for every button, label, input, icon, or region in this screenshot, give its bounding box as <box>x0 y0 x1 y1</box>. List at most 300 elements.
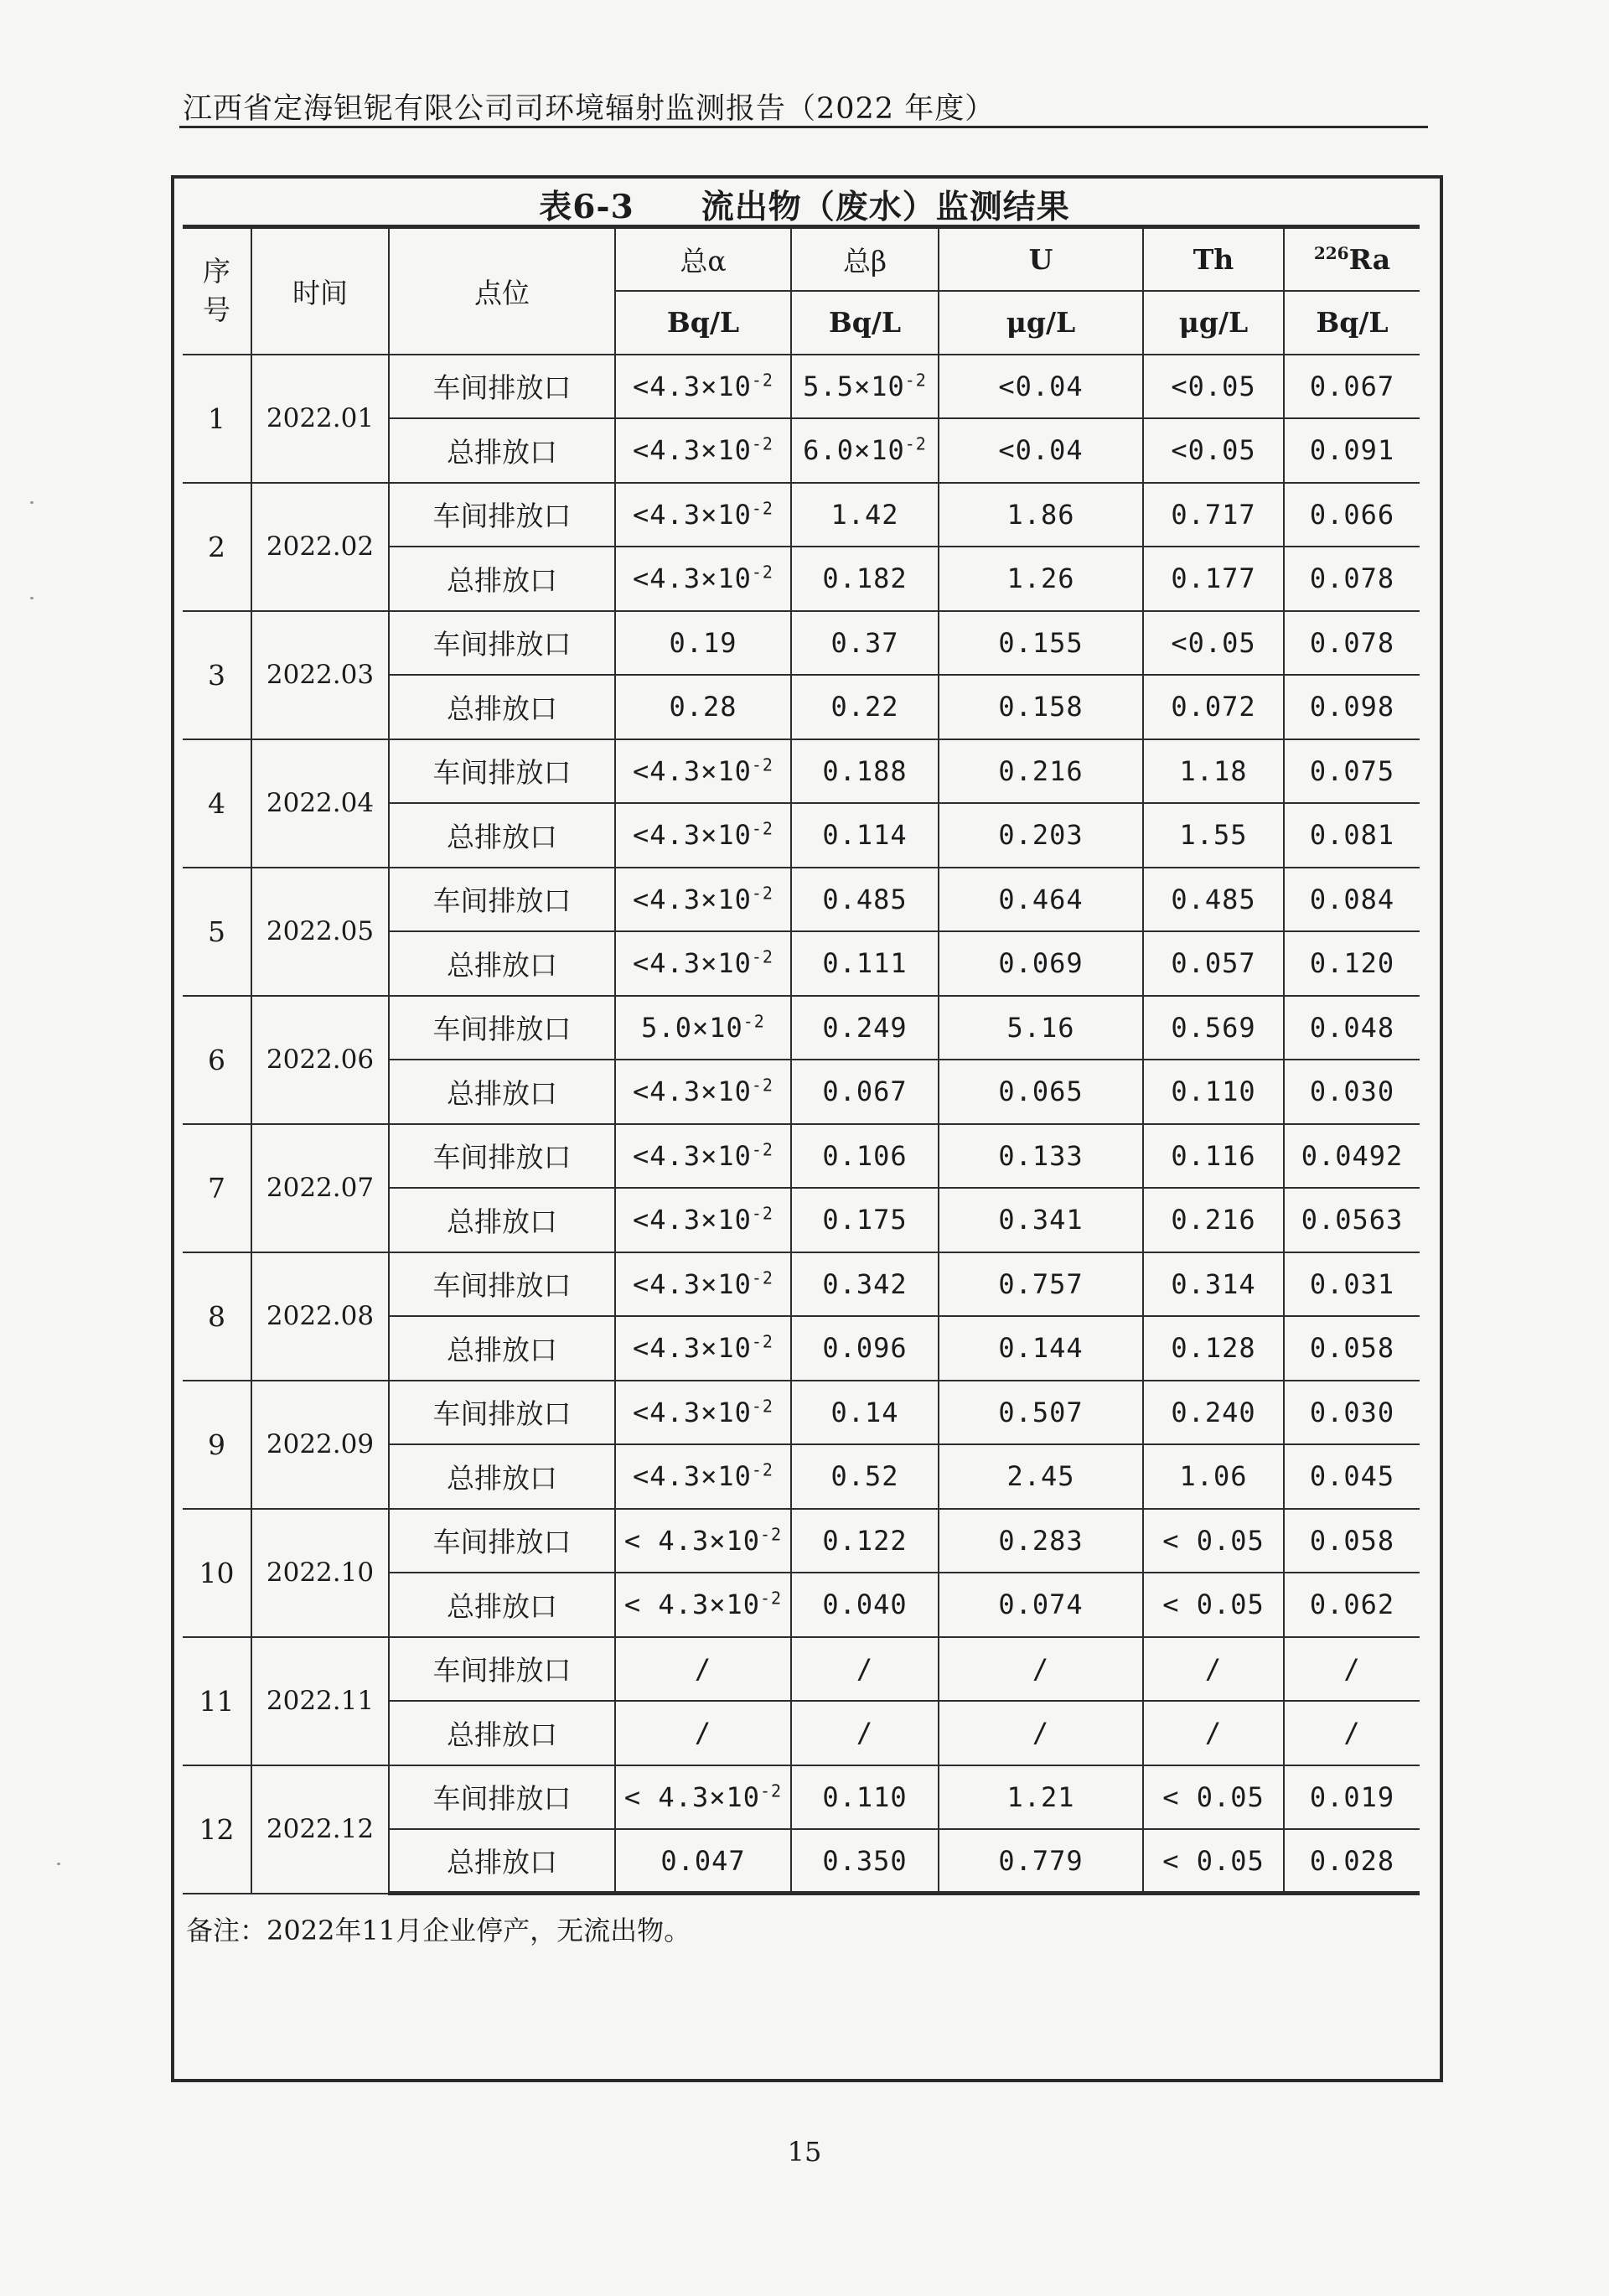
cell-beta <box>791 418 939 483</box>
cell-alpha <box>615 547 791 611</box>
cell-location: 车间排放口 <box>389 1381 615 1445</box>
cell-u <box>939 1316 1143 1381</box>
cell-alpha-exponent: -2 <box>751 370 773 391</box>
cell-u <box>939 1188 1143 1252</box>
cell-u <box>939 1637 1143 1702</box>
cell-location: 总排放口 <box>389 418 615 483</box>
table-row <box>183 483 1420 547</box>
ra-mass-number: 226 <box>1313 242 1349 263</box>
cell-ra-value: 0.067 <box>1309 370 1395 402</box>
seq-header-label: 序 号 <box>203 255 230 327</box>
cell-beta-value: 0.37 <box>830 626 899 659</box>
cell-th-value: 0.240 <box>1171 1396 1256 1428</box>
cell-location: 车间排放口 <box>389 1765 615 1830</box>
cell-alpha <box>615 739 791 804</box>
cell-beta <box>791 1765 939 1830</box>
cell-ra-value: 0.120 <box>1309 947 1395 980</box>
cell-ra <box>1284 611 1420 676</box>
ra-symbol: Ra <box>1348 242 1391 276</box>
cell-u <box>939 996 1143 1060</box>
cell-alpha-value: <4.3×10 <box>633 498 752 531</box>
cell-alpha <box>615 1444 791 1509</box>
cell-alpha-exponent: -2 <box>760 1780 783 1801</box>
cell-ra-value: / <box>1343 1652 1361 1685</box>
cell-location: 总排放口 <box>389 803 615 868</box>
cell-date: 2022.06 <box>251 996 389 1124</box>
cell-u-value: 0.464 <box>998 883 1084 915</box>
cell-ra-value: 0.0563 <box>1301 1204 1404 1236</box>
cell-ra <box>1284 675 1420 739</box>
cell-seq: 1 <box>183 355 251 483</box>
cell-alpha-exponent: -2 <box>751 1396 773 1417</box>
cell-ra-value: 0.078 <box>1309 562 1395 595</box>
column-header-beta: 总β <box>791 227 939 291</box>
cell-th <box>1143 611 1284 676</box>
cell-alpha-value: <4.3×10 <box>633 1204 752 1236</box>
cell-u <box>939 611 1143 676</box>
cell-u <box>939 483 1143 547</box>
cell-u-value: 0.144 <box>998 1332 1084 1365</box>
cell-seq: 8 <box>183 1252 251 1381</box>
cell-alpha-exponent: -2 <box>751 883 773 904</box>
cell-th <box>1143 1444 1284 1509</box>
cell-ra <box>1284 1444 1420 1509</box>
cell-alpha-exponent: -2 <box>751 1459 773 1480</box>
cell-alpha <box>615 1316 791 1381</box>
cell-u-value: 0.779 <box>998 1844 1084 1877</box>
cell-u <box>939 1765 1143 1830</box>
unit-ra: Bq/L <box>1284 291 1420 355</box>
cell-location: 车间排放口 <box>389 611 615 676</box>
cell-beta-value: 0.067 <box>822 1075 908 1108</box>
cell-th-value: < 0.05 <box>1162 1780 1265 1813</box>
cell-th-value: <0.05 <box>1171 626 1256 659</box>
cell-alpha-value: <4.3×10 <box>633 1396 752 1428</box>
cell-th <box>1143 1765 1284 1830</box>
cell-alpha <box>615 996 791 1060</box>
cell-alpha-exponent: -2 <box>751 1075 773 1096</box>
table-row <box>183 1381 1420 1445</box>
cell-beta <box>791 483 939 547</box>
cell-th-value: 0.314 <box>1171 1267 1256 1300</box>
cell-th-value: 0.057 <box>1171 947 1256 980</box>
cell-location: 总排放口 <box>389 1316 615 1381</box>
cell-alpha-value: / <box>694 1717 712 1749</box>
table-row <box>183 996 1420 1060</box>
cell-ra <box>1284 1252 1420 1317</box>
cell-location: 总排放口 <box>389 1829 615 1894</box>
cell-ra-value: 0.058 <box>1309 1332 1395 1365</box>
cell-th <box>1143 1060 1284 1124</box>
cell-u <box>939 1252 1143 1317</box>
table-row <box>183 355 1420 419</box>
cell-beta-value: 0.111 <box>822 947 908 980</box>
cell-alpha-value: <4.3×10 <box>633 1139 752 1172</box>
cell-ra-value: 0.084 <box>1309 883 1395 915</box>
cell-alpha <box>615 1829 791 1894</box>
cell-th <box>1143 1701 1284 1765</box>
unit-u: μg/L <box>939 291 1143 355</box>
cell-th-value: < 0.05 <box>1162 1524 1265 1557</box>
cell-beta <box>791 803 939 868</box>
cell-beta-value: 0.122 <box>822 1524 908 1557</box>
cell-u-value: 0.203 <box>998 819 1084 852</box>
cell-alpha-value: 0.28 <box>669 691 737 723</box>
cell-ra-value: 0.031 <box>1309 1267 1395 1300</box>
cell-location: 总排放口 <box>389 1701 615 1765</box>
cell-ra <box>1284 803 1420 868</box>
cell-location: 总排放口 <box>389 547 615 611</box>
cell-ra-value: 0.078 <box>1309 626 1395 659</box>
cell-u <box>939 931 1143 996</box>
cell-location: 总排放口 <box>389 675 615 739</box>
cell-u <box>939 1381 1143 1445</box>
cell-alpha-value: / <box>694 1652 712 1685</box>
cell-u <box>939 1444 1143 1509</box>
cell-location: 车间排放口 <box>389 1637 615 1702</box>
table-number: 表6-3 <box>539 188 634 226</box>
cell-seq: 3 <box>183 611 251 739</box>
cell-seq: 10 <box>183 1509 251 1637</box>
cell-ra <box>1284 931 1420 996</box>
cell-alpha-value: < 4.3×10 <box>623 1780 761 1813</box>
report-header-title: 江西省定海钽铌有限公司司环境辐射监测报告（2022 年度） <box>183 92 996 126</box>
cell-beta <box>791 868 939 932</box>
cell-alpha-exponent: -2 <box>751 498 773 519</box>
cell-th <box>1143 739 1284 804</box>
cell-beta <box>791 1573 939 1637</box>
cell-seq: 5 <box>183 868 251 996</box>
cell-th-value: / <box>1204 1652 1223 1685</box>
cell-th-value: / <box>1204 1717 1223 1749</box>
cell-location: 总排放口 <box>389 1188 615 1252</box>
scan-speck <box>57 1863 60 1865</box>
cell-u-value: 5.16 <box>1006 1011 1075 1044</box>
cell-beta-value: 0.485 <box>822 883 908 915</box>
cell-beta <box>791 611 939 676</box>
cell-th-value: < 0.05 <box>1162 1589 1265 1621</box>
cell-beta <box>791 1829 939 1894</box>
cell-location: 总排放口 <box>389 1060 615 1124</box>
column-header-seq <box>183 227 251 355</box>
cell-date: 2022.07 <box>251 1124 389 1252</box>
cell-u-value: 0.158 <box>998 691 1084 723</box>
cell-ra <box>1284 1060 1420 1124</box>
cell-ra <box>1284 1381 1420 1445</box>
cell-beta <box>791 996 939 1060</box>
cell-ra <box>1284 1509 1420 1573</box>
cell-location: 车间排放口 <box>389 1509 615 1573</box>
unit-alpha: Bq/L <box>615 291 791 355</box>
cell-ra-value: 0.091 <box>1309 434 1395 467</box>
cell-beta-value: 0.22 <box>830 691 899 723</box>
table-title <box>0 181 1609 228</box>
cell-alpha-value: <4.3×10 <box>633 1460 752 1493</box>
column-header-location: 点位 <box>389 227 615 355</box>
cell-th-value: 1.18 <box>1179 754 1248 787</box>
cell-ra <box>1284 418 1420 483</box>
cell-u <box>939 1829 1143 1894</box>
cell-ra-value: 0.075 <box>1309 754 1395 787</box>
cell-ra-value: 0.066 <box>1309 498 1395 531</box>
header-rule <box>179 126 1428 128</box>
cell-beta <box>791 931 939 996</box>
cell-beta <box>791 1188 939 1252</box>
table-row <box>183 1252 1420 1317</box>
cell-alpha <box>615 868 791 932</box>
unit-beta: Bq/L <box>791 291 939 355</box>
cell-ra-value: 0.030 <box>1309 1075 1395 1108</box>
cell-ra <box>1284 547 1420 611</box>
cell-beta <box>791 1124 939 1189</box>
cell-location: 车间排放口 <box>389 868 615 932</box>
cell-beta-value: 0.342 <box>822 1267 908 1300</box>
cell-th-value: 0.116 <box>1171 1139 1256 1172</box>
cell-beta-value: / <box>856 1717 874 1749</box>
cell-beta <box>791 1060 939 1124</box>
cell-ra-value: 0.098 <box>1309 691 1395 723</box>
header-row <box>183 227 1420 291</box>
cell-seq: 2 <box>183 483 251 611</box>
cell-beta <box>791 1316 939 1381</box>
cell-ra-value: 0.0492 <box>1301 1139 1404 1172</box>
cell-beta-value: 0.14 <box>830 1396 899 1428</box>
cell-th <box>1143 1573 1284 1637</box>
cell-u <box>939 1124 1143 1189</box>
cell-u-value: 0.069 <box>998 947 1084 980</box>
cell-u-value: 0.155 <box>998 626 1084 659</box>
cell-ra <box>1284 1573 1420 1637</box>
cell-u <box>939 418 1143 483</box>
cell-beta-value: 0.040 <box>822 1589 908 1621</box>
cell-alpha-value: 0.047 <box>660 1844 746 1877</box>
cell-th <box>1143 1509 1284 1573</box>
cell-alpha-exponent: -2 <box>751 1139 773 1160</box>
table-caption: 流出物（废水）监测结果 <box>701 188 1070 226</box>
cell-beta-value: 0.110 <box>822 1780 908 1813</box>
cell-u-value: 0.133 <box>998 1139 1084 1172</box>
cell-u-value: 0.065 <box>998 1075 1084 1108</box>
cell-beta-value: 0.106 <box>822 1139 908 1172</box>
cell-date: 2022.11 <box>251 1637 389 1765</box>
cell-alpha <box>615 1060 791 1124</box>
cell-ra <box>1284 483 1420 547</box>
cell-alpha-exponent: -2 <box>742 1011 765 1032</box>
cell-ra-value: 0.058 <box>1309 1524 1395 1557</box>
cell-ra <box>1284 1829 1420 1894</box>
cell-ra-value: / <box>1343 1717 1361 1749</box>
column-header-u: U <box>939 227 1143 291</box>
cell-ra-value: 0.048 <box>1309 1011 1395 1044</box>
cell-u-value: 0.216 <box>998 754 1084 787</box>
cell-beta <box>791 1381 939 1445</box>
cell-beta-value: 1.42 <box>830 498 899 531</box>
cell-u-value: 0.074 <box>998 1589 1084 1621</box>
cell-location: 车间排放口 <box>389 1124 615 1189</box>
cell-location: 车间排放口 <box>389 1252 615 1317</box>
cell-alpha-value: <4.3×10 <box>633 434 752 467</box>
cell-beta-value: 0.175 <box>822 1204 908 1236</box>
column-header-alpha: 总α <box>615 227 791 291</box>
cell-beta <box>791 675 939 739</box>
cell-ra-value: 0.081 <box>1309 819 1395 852</box>
cell-alpha-exponent: -2 <box>751 433 773 454</box>
cell-seq: 4 <box>183 739 251 868</box>
cell-location: 车间排放口 <box>389 996 615 1060</box>
cell-ra <box>1284 1316 1420 1381</box>
cell-u <box>939 868 1143 932</box>
table-row <box>183 1765 1420 1830</box>
cell-alpha-value: <4.3×10 <box>633 947 752 980</box>
cell-alpha-exponent: -2 <box>760 1588 783 1609</box>
cell-u-value: <0.04 <box>998 434 1084 467</box>
cell-th <box>1143 675 1284 739</box>
cell-th <box>1143 355 1284 419</box>
cell-alpha-value: <4.3×10 <box>633 562 752 595</box>
cell-ra <box>1284 739 1420 804</box>
cell-alpha-exponent: -2 <box>751 1331 773 1352</box>
cell-beta-value: 0.350 <box>822 1844 908 1877</box>
cell-beta-value: / <box>856 1652 874 1685</box>
cell-location: 总排放口 <box>389 931 615 996</box>
table-row <box>183 1124 1420 1189</box>
cell-u-value: / <box>1032 1717 1050 1749</box>
cell-location: 车间排放口 <box>389 355 615 419</box>
cell-location: 车间排放口 <box>389 739 615 804</box>
cell-alpha-value: <4.3×10 <box>633 819 752 852</box>
cell-th <box>1143 1316 1284 1381</box>
cell-alpha <box>615 803 791 868</box>
cell-u <box>939 547 1143 611</box>
cell-u <box>939 1573 1143 1637</box>
cell-ra <box>1284 1701 1420 1765</box>
cell-th-value: 0.569 <box>1171 1011 1256 1044</box>
cell-alpha <box>615 1509 791 1573</box>
cell-alpha-value: 5.0×10 <box>641 1011 743 1044</box>
cell-beta-value: 5.5×10 <box>803 370 905 402</box>
table-note: 备注：2022年11月企业停产，无流出物。 <box>186 1915 691 1946</box>
cell-u <box>939 739 1143 804</box>
cell-u-value: <0.04 <box>998 370 1084 402</box>
column-header-ra <box>1284 227 1420 291</box>
cell-location: 总排放口 <box>389 1573 615 1637</box>
cell-th <box>1143 547 1284 611</box>
cell-ra-value: 0.030 <box>1309 1396 1395 1428</box>
cell-seq: 7 <box>183 1124 251 1252</box>
cell-th <box>1143 1188 1284 1252</box>
cell-date: 2022.03 <box>251 611 389 739</box>
cell-alpha <box>615 1765 791 1830</box>
scan-speck <box>30 597 34 599</box>
cell-beta-exponent: -2 <box>904 433 927 454</box>
cell-th <box>1143 418 1284 483</box>
cell-beta <box>791 355 939 419</box>
cell-alpha <box>615 418 791 483</box>
cell-alpha <box>615 1573 791 1637</box>
cell-ra <box>1284 868 1420 932</box>
cell-alpha-value: < 4.3×10 <box>623 1589 761 1621</box>
cell-u-value: 0.341 <box>998 1204 1084 1236</box>
table-row <box>183 868 1420 932</box>
scan-speck <box>30 501 34 504</box>
cell-alpha <box>615 355 791 419</box>
cell-ra-value: 0.028 <box>1309 1844 1395 1877</box>
cell-th <box>1143 1381 1284 1445</box>
cell-alpha-exponent: -2 <box>751 946 773 967</box>
cell-beta-value: 0.096 <box>822 1332 908 1365</box>
cell-u-value: 1.86 <box>1006 498 1075 531</box>
cell-alpha <box>615 675 791 739</box>
cell-u <box>939 1701 1143 1765</box>
cell-th <box>1143 1252 1284 1317</box>
cell-beta <box>791 1252 939 1317</box>
cell-alpha <box>615 931 791 996</box>
cell-th <box>1143 483 1284 547</box>
cell-beta-value: 0.188 <box>822 754 908 787</box>
cell-th-value: 0.485 <box>1171 883 1256 915</box>
cell-th <box>1143 1829 1284 1894</box>
cell-u-value: 2.45 <box>1006 1460 1075 1493</box>
cell-th <box>1143 868 1284 932</box>
cell-location: 总排放口 <box>389 1444 615 1509</box>
cell-beta <box>791 1509 939 1573</box>
cell-th <box>1143 1124 1284 1189</box>
cell-alpha <box>615 1381 791 1445</box>
page-number: 15 <box>787 2136 822 2168</box>
cell-date: 2022.04 <box>251 739 389 868</box>
cell-th-value: < 0.05 <box>1162 1844 1265 1877</box>
cell-date: 2022.10 <box>251 1509 389 1637</box>
cell-alpha-exponent: -2 <box>751 562 773 583</box>
cell-beta <box>791 1444 939 1509</box>
cell-u-value: 0.757 <box>998 1267 1084 1300</box>
cell-beta-value: 0.182 <box>822 562 908 595</box>
cell-seq: 6 <box>183 996 251 1124</box>
cell-th-value: 1.06 <box>1179 1460 1248 1493</box>
cell-date: 2022.01 <box>251 355 389 483</box>
cell-beta-value: 0.114 <box>822 819 908 852</box>
cell-th <box>1143 996 1284 1060</box>
cell-alpha <box>615 1637 791 1702</box>
cell-alpha-value: <4.3×10 <box>633 370 752 402</box>
cell-u-value: 1.26 <box>1006 562 1075 595</box>
cell-alpha-value: <4.3×10 <box>633 883 752 915</box>
cell-beta-value: 0.249 <box>822 1011 908 1044</box>
cell-th-value: 0.177 <box>1171 562 1256 595</box>
cell-ra <box>1284 996 1420 1060</box>
cell-alpha <box>615 611 791 676</box>
cell-alpha-value: <4.3×10 <box>633 1267 752 1300</box>
cell-date: 2022.05 <box>251 868 389 996</box>
cell-alpha-exponent: -2 <box>751 754 773 775</box>
column-header-time: 时间 <box>251 227 389 355</box>
cell-seq: 11 <box>183 1637 251 1765</box>
cell-ra <box>1284 355 1420 419</box>
cell-th-value: <0.05 <box>1171 370 1256 402</box>
cell-alpha <box>615 1252 791 1317</box>
cell-u-value: 0.507 <box>998 1396 1084 1428</box>
cell-alpha-value: <4.3×10 <box>633 1075 752 1108</box>
cell-beta <box>791 1701 939 1765</box>
cell-date: 2022.08 <box>251 1252 389 1381</box>
cell-beta <box>791 1637 939 1702</box>
cell-beta-exponent: -2 <box>904 370 927 391</box>
cell-alpha <box>615 1701 791 1765</box>
unit-th: μg/L <box>1143 291 1284 355</box>
cell-alpha-value: <4.3×10 <box>633 754 752 787</box>
column-header-th: Th <box>1143 227 1284 291</box>
monitoring-results-table <box>183 225 1420 1895</box>
